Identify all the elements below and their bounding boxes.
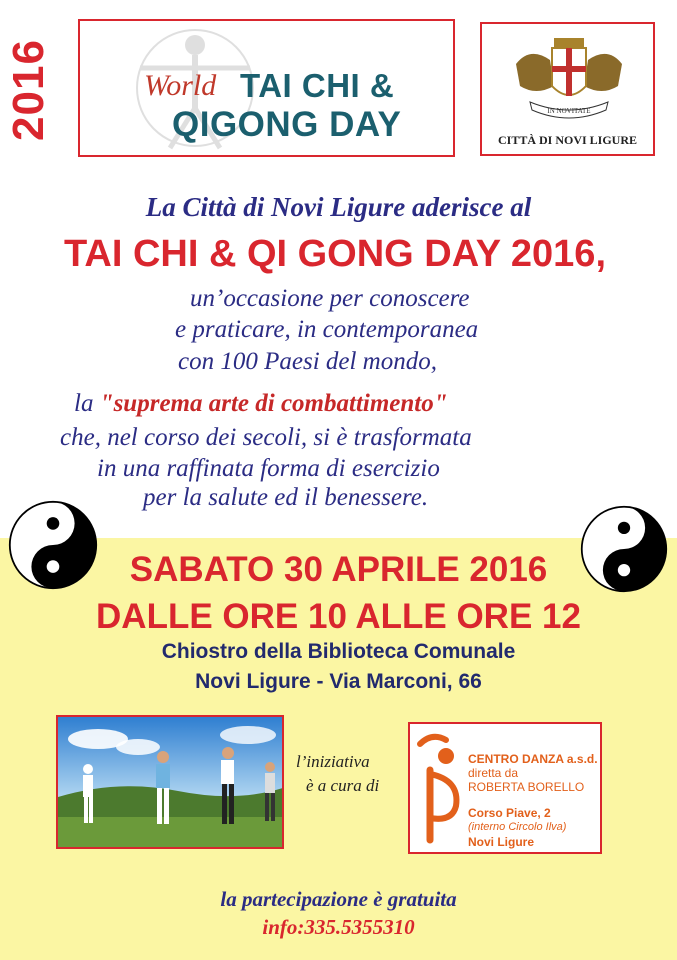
tai-chi-photo — [56, 715, 284, 849]
body-line-4 — [74, 390, 448, 418]
curated-line-2: è a cura di — [306, 776, 380, 795]
danza-name: CENTRO DANZA a.s.d. — [468, 752, 598, 766]
time-line: DALLE ORE 10 ALLE ORE 12 — [96, 597, 581, 636]
event-title: TAI CHI & QI GONG DAY 2016, — [64, 233, 607, 275]
city-name: CITTÀ DI NOVI LIGURE — [497, 133, 638, 147]
city-logo — [480, 22, 655, 156]
year-vertical: 2016 — [4, 39, 53, 141]
body-line-5: che, nel corso dei secoli, si è trasformata — [60, 424, 472, 451]
logo-title-line1: TAI CHI & — [240, 67, 395, 104]
venue-line-1: Chiostro della Biblioteca Comunale — [161, 640, 516, 663]
tai-chi-practitioners-image — [58, 717, 284, 849]
info-phone: info:335.5355310 — [262, 915, 415, 939]
dancer-logo-icon — [416, 730, 464, 848]
curated-line-1: l’iniziativa — [296, 752, 370, 771]
logo-world-text: World — [144, 69, 217, 102]
danza-director: ROBERTA BORELLO — [468, 780, 585, 794]
free-participation: la partecipazione è gratuita — [220, 887, 457, 911]
danza-address-note: (interno Circolo Ilva) — [468, 821, 567, 833]
date-line: SABATO 30 APRILE 2016 — [129, 550, 548, 589]
martial-art-quote: "suprema arte di combattimento" — [99, 390, 448, 417]
body-line-4-prefix: la — [74, 390, 100, 417]
event-logo — [78, 19, 455, 157]
centro-danza-logo — [408, 722, 602, 854]
body-line-1: un’occasione per conoscere — [190, 285, 470, 312]
city-crest-icon — [510, 34, 628, 126]
danza-directed-by: diretta da — [468, 766, 519, 780]
body-line-7: per la salute ed il benessere. — [143, 484, 429, 511]
venue-line-2: Novi Ligure - Via Marconi, 66 — [195, 670, 482, 693]
body-line-6: in una raffinata forma di esercizio — [97, 455, 440, 482]
body-line-2: e praticare, in contemporanea — [175, 316, 479, 343]
intro-line: La Città di Novi Ligure aderisce al — [145, 192, 532, 222]
danza-city: Novi Ligure — [468, 835, 535, 849]
danza-address: Corso Piave, 2 — [468, 806, 551, 820]
city-motto: IN NOVITATE — [547, 107, 591, 115]
logo-title-line2: QIGONG DAY — [172, 105, 402, 144]
body-line-3: con 100 Paesi del mondo, — [178, 348, 437, 375]
